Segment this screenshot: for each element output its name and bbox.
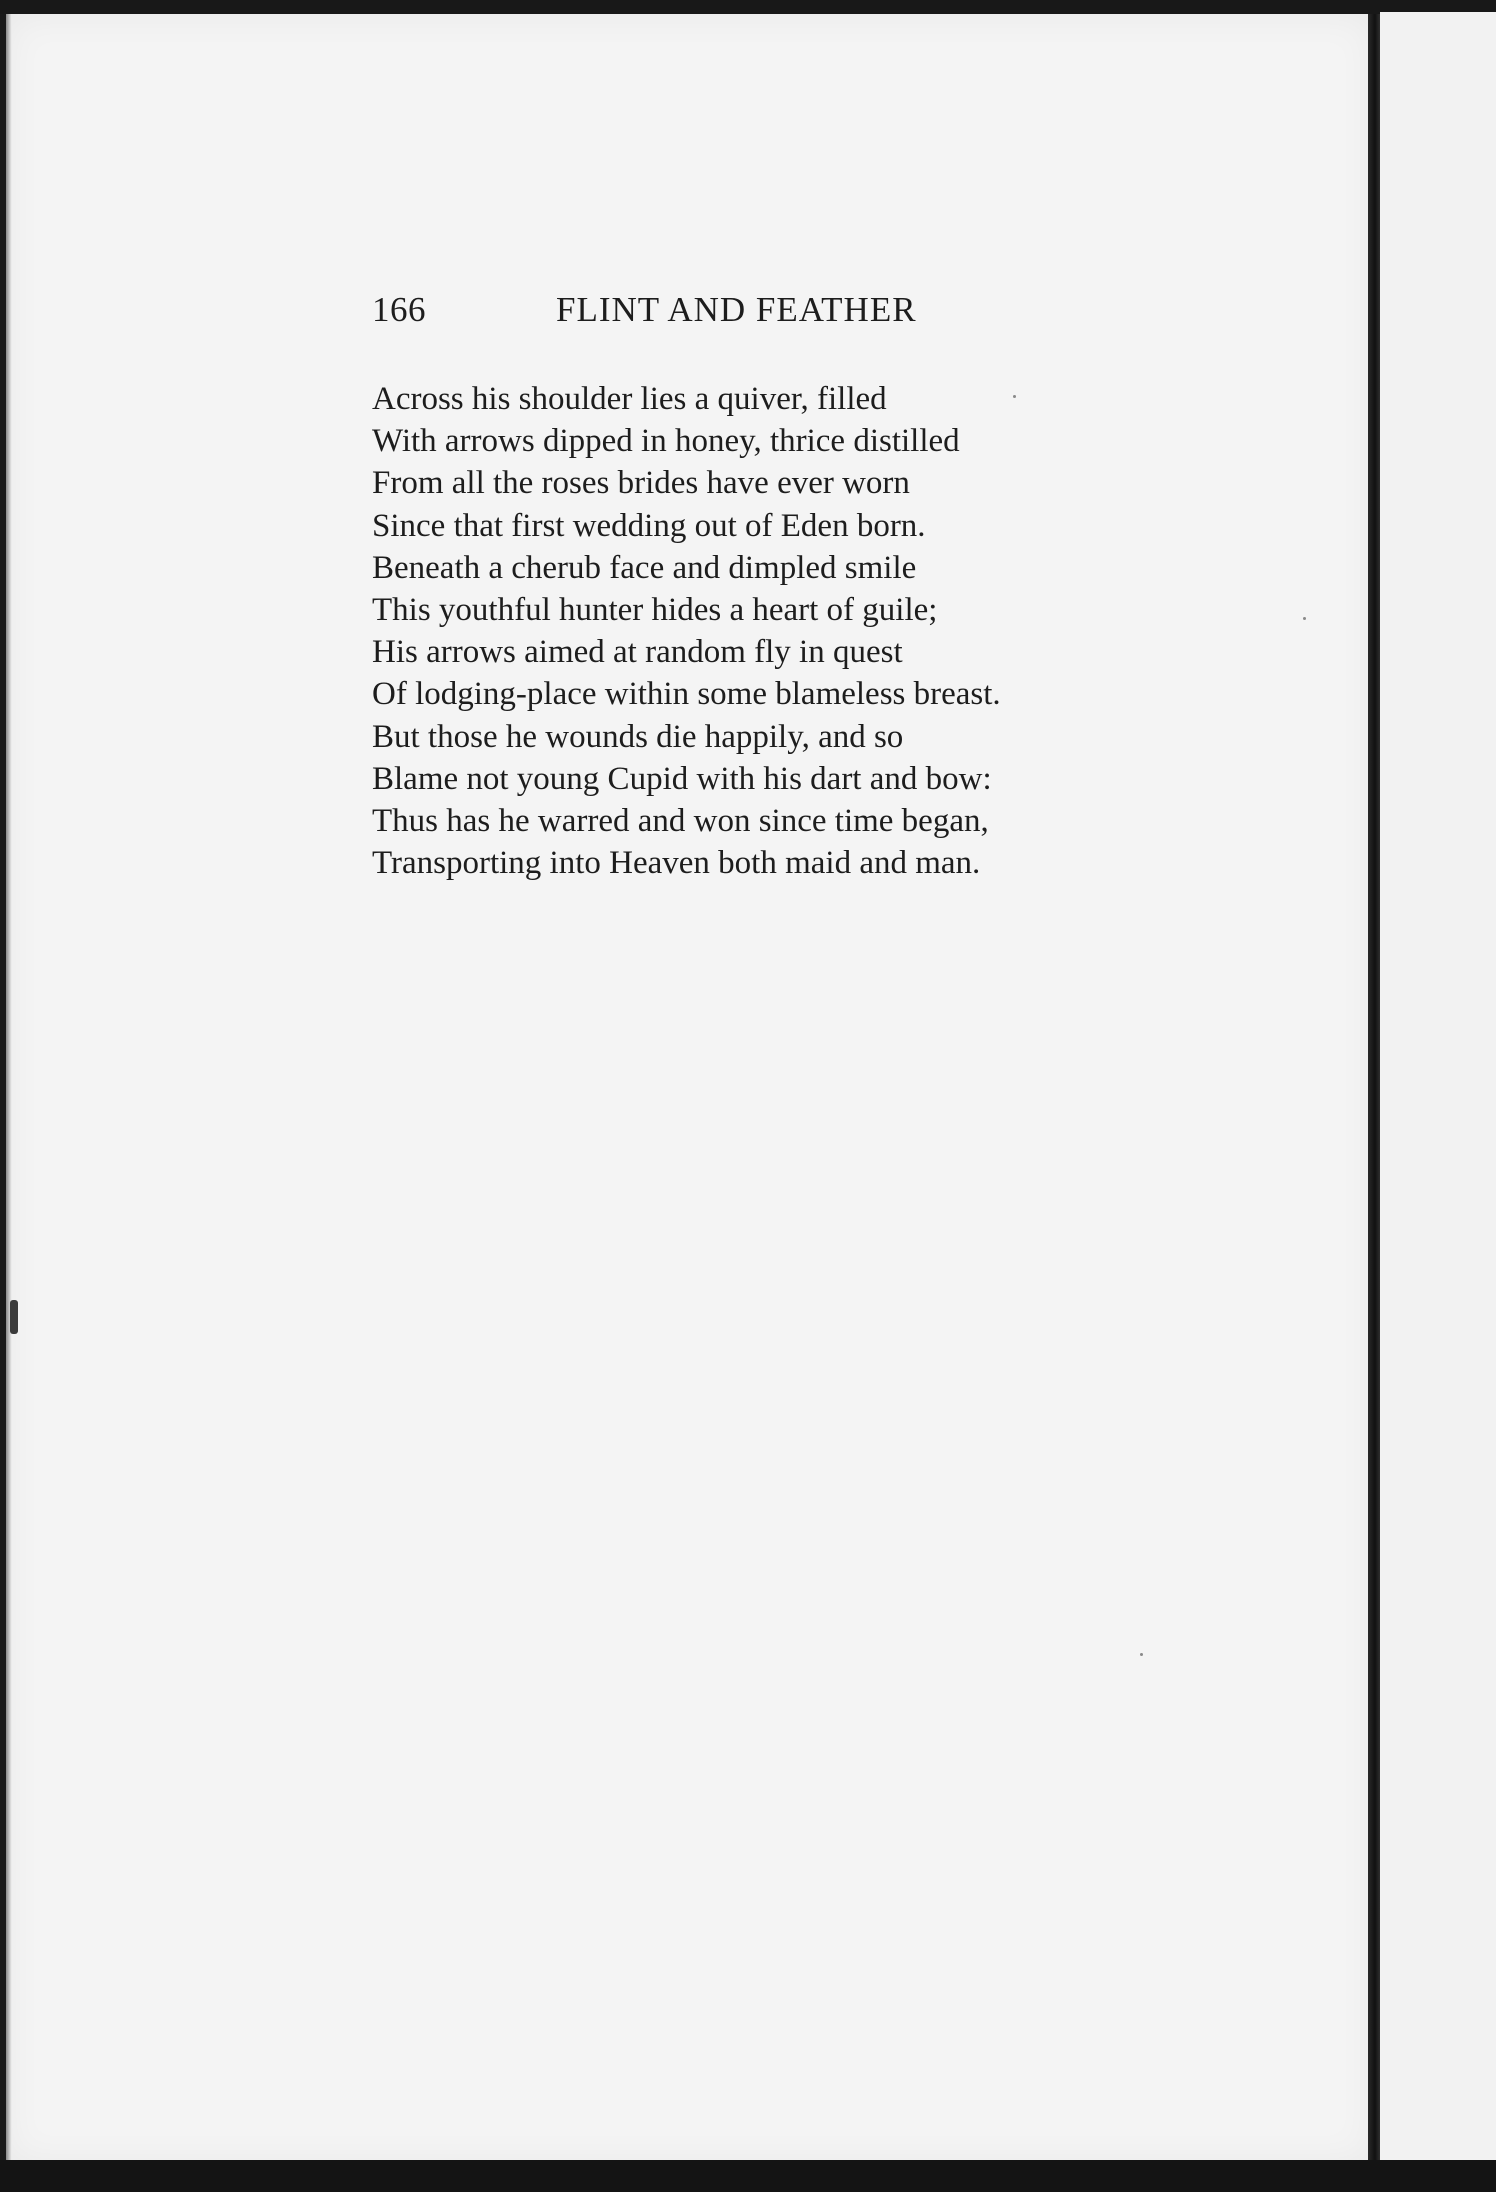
paper-speck	[1140, 1653, 1143, 1656]
adjacent-page-edge	[1380, 12, 1496, 2168]
running-title: FLINT AND FEATHER	[556, 290, 917, 329]
poem-line: Of lodging-place within some blameless breast.	[372, 676, 1001, 713]
paper-speck	[1303, 617, 1306, 620]
poem-line: Thus has he warred and won since time began,	[372, 803, 989, 840]
poem-line: With arrows dipped in honey, thrice distilled	[372, 423, 960, 460]
page-number: 166	[372, 290, 426, 329]
scan-top-edge	[0, 0, 1496, 14]
poem-line: Across his shoulder lies a quiver, filled	[372, 381, 887, 417]
running-head	[372, 290, 1132, 340]
binding-mark	[10, 1300, 18, 1334]
poem-line: But those he wounds die happily, and so	[372, 718, 904, 755]
poem-line: Since that first wedding out of Eden born.	[372, 507, 926, 544]
poem-line: His arrows aimed at random fly in quest	[372, 634, 903, 671]
poem-text	[372, 378, 1162, 884]
poem-line: Blame not young Cupid with his dart and bow:	[372, 760, 992, 797]
page-left-edge	[6, 14, 12, 2164]
poem-line: Transporting into Heaven both maid and man.	[372, 845, 981, 882]
poem-line: Beneath a cherub face and dimpled smile	[372, 549, 917, 586]
scan-bottom-edge	[0, 2160, 1496, 2192]
poem-line: From all the roses brides have ever worn	[372, 465, 910, 502]
poem-line: This youthful hunter hides a heart of guile;	[372, 592, 938, 629]
